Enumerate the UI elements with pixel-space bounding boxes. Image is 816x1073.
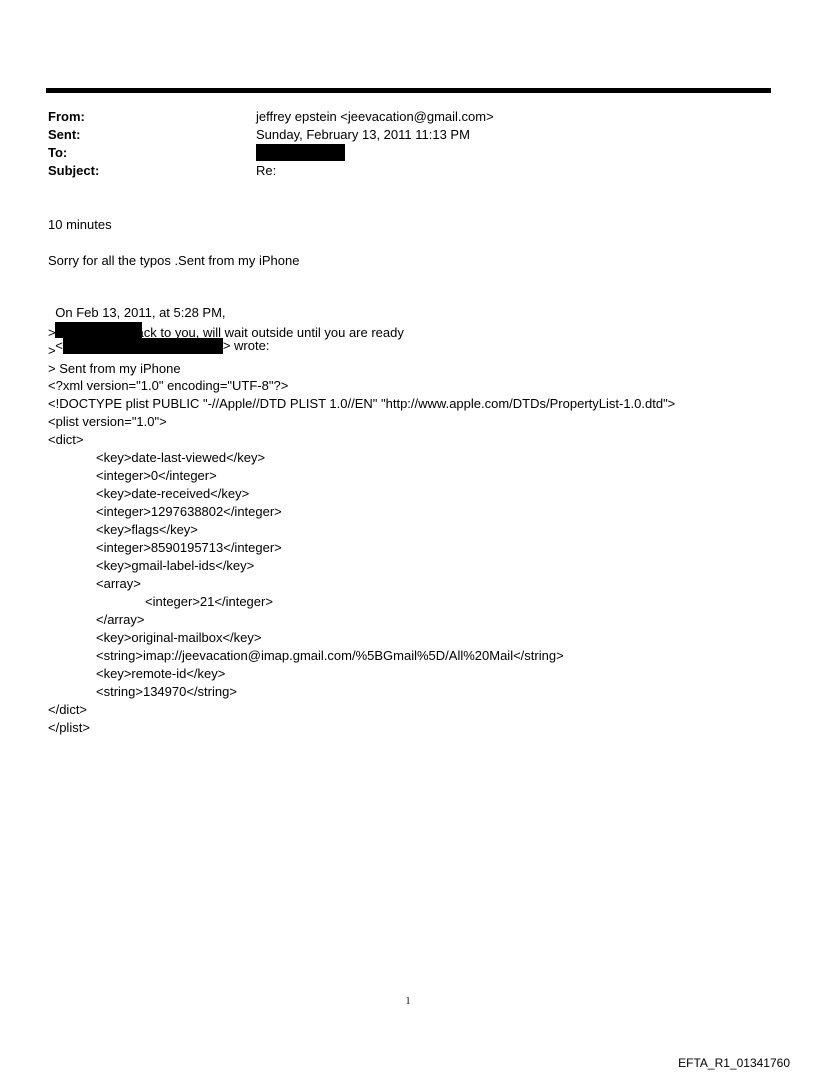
quote-attribution [48,289,269,354]
quote-suffix: > wrote: [222,337,270,353]
quote-lt: < [55,337,63,353]
body-line-1: 10 minutes [48,217,112,232]
plist-line: <integer>0</integer> [96,468,217,483]
plist-line: <integer>1297638802</integer> [96,504,282,519]
plist-line: </array> [96,612,145,627]
quoted-line: > On our way back to you, will wait outside until you are ready [48,325,404,340]
from-label: From: [48,109,85,124]
plist-line: <key>date-received</key> [96,486,250,501]
plist-line: <!DOCTYPE plist PUBLIC "-//Apple//DTD PLIST 1.0//EN" "http://www.apple.com/DTDs/PropertyList-1.0.dtd"> [48,396,676,411]
quoted-line: > Sent from my iPhone [48,361,181,376]
plist-line: <key>remote-id</key> [96,666,226,681]
quoted-line: > [48,343,56,358]
sent-label: Sent: [48,127,81,142]
sent-value: Sunday, February 13, 2011 11:13 PM [256,127,470,142]
plist-line: <plist version="1.0"> [48,414,167,429]
plist-line: <dict> [48,432,84,447]
subject-value: Re: [256,163,277,178]
header-rule [46,88,771,93]
plist-line: <string>134970</string> [96,684,237,699]
plist-line: <string>imap://jeevacation@imap.gmail.com/%5BGmail%5D/All%20Mail</string> [96,648,564,663]
plist-line: </plist> [48,720,90,735]
bates-number: EFTA_R1_01341760 [678,1056,790,1070]
plist-line: <key>flags</key> [96,522,198,537]
plist-line: <array> [96,576,141,591]
plist-line: <key>gmail-label-ids</key> [96,558,255,573]
plist-line: <key>date-last-viewed</key> [96,450,266,465]
from-value: jeffrey epstein <jeevacation@gmail.com> [256,109,494,124]
plist-line: <?xml version="1.0" encoding="UTF-8"?> [48,378,289,393]
plist-line: <integer>8590195713</integer> [96,540,282,555]
quote-prefix: On Feb 13, 2011, at 5:28 PM, [55,305,226,320]
plist-line: <integer>21</integer> [145,594,273,609]
plist-line: <key>original-mailbox</key> [96,630,262,645]
to-redaction [256,144,345,161]
subject-label: Subject: [48,163,100,178]
plist-line: </dict> [48,702,88,717]
to-label: To: [48,145,68,160]
page-number: 1 [405,996,411,1007]
body-line-2: Sorry for all the typos .Sent from my iPhone [48,253,300,268]
